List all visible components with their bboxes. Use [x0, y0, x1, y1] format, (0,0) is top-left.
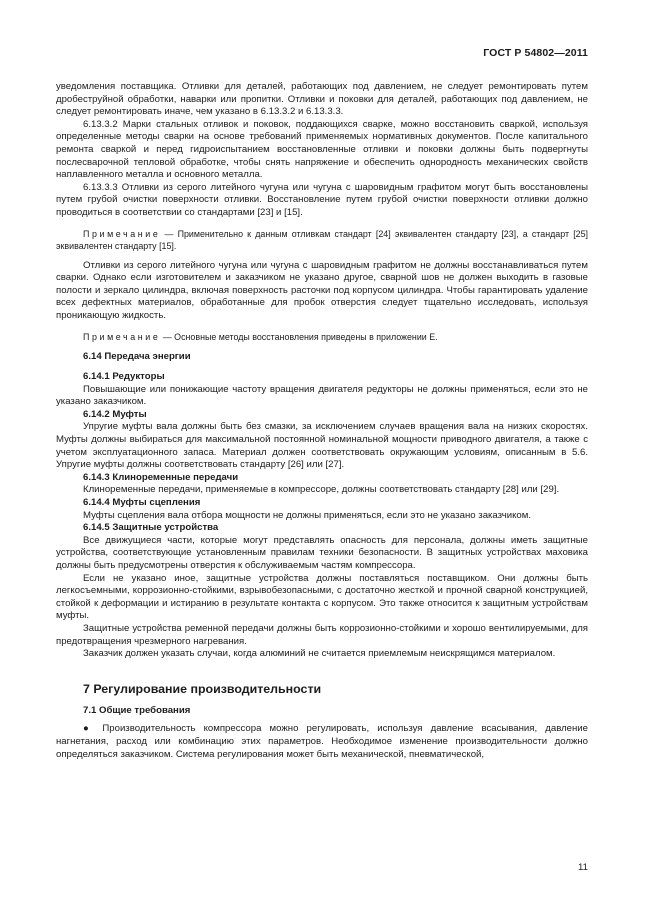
paragraph: Повышающие или понижающие частоту вращения двигателя редукторы не должны применяться, если это не указано заказчиком.: [56, 383, 588, 408]
heading-6-14-4: 6.14.4 Муфты сцепления: [83, 497, 201, 509]
paragraph: 6.13.3.2 Марки стальных отливок и поковок, поддающихся сварке, можно восстановить сваркой, используя определенные методы сварки на основе требований применяемых нормативных документов. После капитального ремонта сваркой и перед гидроиспытанием восстановленные отливки и поковки должны быть подвергнуты послесварочной тепловой обработке, чтобы снять напряжение и обеспечить однородность механических свойств наплавленного металла и основного металла.: [56, 118, 588, 181]
note: [56, 331, 588, 343]
paragraph: Упругие муфты вала должны быть без смазки, за исключением случаев вращения вала на низких скоростях. Муфты должны выбираться для максимальной постоянной номинальной мощности приводного двигателя, а также с учетом эксплуатационного запаса. Материал должен соответствовать окружающим условиям, описанным в 5.6. Упругие муфты должны соответствовать стандарту [26] или [27].: [56, 421, 588, 471]
page-number: 11: [578, 862, 588, 873]
heading-6-14-5: 6.14.5 Защитные устройства: [83, 522, 219, 534]
paragraph: Муфты сцепления вала отбора мощности не должны применяться, если это не указано заказчиком.: [83, 509, 532, 521]
paragraph: ● Производительность компрессора можно регулировать, используя давление всасывания, давление нагнетания, расход или комбинацию этих параметров. Необходимое изменение производительности должно определяться заказчиком. Система регулирования может быть механической, пневматической,: [56, 723, 588, 760]
section-7-title: 7 Регулирование производительности: [83, 681, 322, 696]
paragraph: Защитные устройства ременной передачи должны быть коррозионно-стойкими и хорошо вентилируемыми, для предотвращения чрезмерного нагревания.: [56, 622, 588, 647]
paragraph: 6.13.3.3 Отливки из серого литейного чугуна или чугуна с шаровидным графитом могут быть восстановлены путем грубой очистки поверхности отливки. Восстановление путем грубой очистки поверхности отливки должно проводиться в соответствии со стандартами [23] и [15].: [56, 181, 588, 218]
note-text: — Основные методы восстановления приведены в приложении Е.: [162, 331, 438, 342]
heading-6-14-2: 6.14.2 Муфты: [83, 408, 147, 420]
document-id: ГОСТ Р 54802—2011: [483, 47, 588, 59]
paragraph: Если не указано иное, защитные устройства должны поставляться поставщиком. Они должны быть легкосъемными, коррозионно-стойкими, взрывобезопасными, с достаточно жесткой и прочной сварной конструкцией, стойкой к деформации и истиранию в результате контакта с корпусом. Это также относится к защитным устройствам муфты.: [56, 572, 588, 622]
heading-6-14-3: 6.14.3 Клиноременные передачи: [83, 471, 239, 483]
paragraph: Все движущиеся части, которые могут представлять опасность для персонала, должны иметь защитные устройства, соответствующие установленным правилам техники безопасности. В защитных устройствах маховика должны быть предусмотрены отверстия к обслуживаемым частям компрессора.: [56, 534, 588, 571]
paragraph: Отливки из серого литейного чугуна или чугуна с шаровидным графитом не должны восстанавливаться путем сварки. Однако если изготовителем и заказчиком не указано другое, сварной шов не должен выходить в газовые полости и зеркало цилиндра, включая поверхность расточки под корпусом цилиндра. Чтобы гарантировать удаление всех дефектных материалов, обработанные для пробок отверстия следует тщательно исследовать, используя проникающую жидкость.: [56, 259, 588, 321]
heading-6-14-1: 6.14.1 Редукторы: [83, 371, 165, 383]
paragraph: уведомления поставщика. Отливки для деталей, работающих под давлением, не следует ремонтировать путем дробеструйной обработки, наварки или пропитки. Отливки и поковки для деталей, работающих под давлением, не следует ремонтировать иначе, чем указано в 6.13.3.2 и 6.13.3.3.: [56, 81, 588, 118]
note: [56, 228, 588, 252]
body-text: [56, 81, 588, 761]
note-label: Примечание: [83, 331, 161, 342]
note-label: Примечание: [83, 228, 161, 239]
note-text: — Применительно к данным отливкам стандарт [24] эквивалентен стандарту [23], а стандарт [25] эквивалентен стандарту [15].: [56, 228, 588, 251]
heading-6-14: 6.14 Передача энергии: [83, 350, 191, 362]
heading-7-1: 7.1 Общие требования: [83, 704, 191, 716]
paragraph: Заказчик должен указать случаи, когда алюминий не считается приемлемым неискрящимся материалом.: [83, 648, 556, 660]
paragraph: Клиноременные передачи, применяемые в компрессоре, должны соответствовать стандарту [28] или [29].: [83, 484, 560, 496]
